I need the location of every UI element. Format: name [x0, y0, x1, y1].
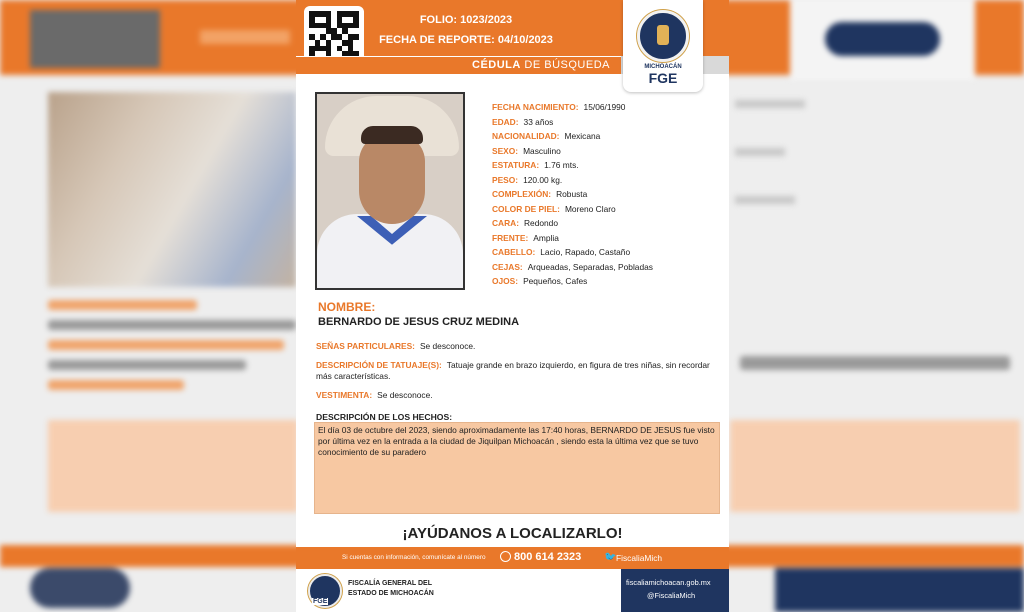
fact-label: PESO: [492, 174, 519, 185]
fge-logo-badge [623, 0, 703, 92]
clothing-label: VESTIMENTA: [316, 390, 373, 400]
fact-row [492, 117, 653, 132]
bg-title-blur [200, 30, 290, 44]
fact-label: COMPLEXIÓN: [492, 189, 552, 199]
fact-row [492, 102, 653, 117]
bg-bottom-logo-blur [30, 568, 130, 608]
fge-seal-icon [637, 10, 689, 62]
fact-label: ESTATURA: [492, 160, 540, 170]
distinguishing-marks [316, 341, 716, 351]
person-name: BERNARDO DE JESUS CRUZ MEDINA [318, 316, 520, 328]
fact-label: FRENTE: [492, 232, 529, 243]
fact-label: CEJAS: [492, 261, 523, 272]
badge-acronym: FGE [648, 70, 678, 86]
document-type [296, 59, 786, 71]
bg-bottom-right-blur [775, 568, 1024, 612]
document-type-bold: CÉDULA [472, 59, 521, 71]
distinguishing-marks-label: SEÑAS PARTICULARES: [316, 341, 415, 351]
fact-value: 15/06/1990 [583, 102, 626, 112]
bg-text-blur-right [735, 100, 815, 244]
fact-row [492, 160, 653, 175]
bg-photo-blur [48, 92, 296, 287]
fact-row [492, 247, 653, 262]
footer-website[interactable]: fiscaliamichoacan.gob.mx [626, 578, 711, 587]
fact-label: EDAD: [492, 116, 519, 127]
fact-row [492, 218, 653, 233]
fact-value: Moreno Claro [564, 203, 616, 214]
fact-value: Lacio, Rapado, Castaño [540, 247, 631, 257]
report-date-label: FECHA DE REPORTE: [379, 34, 495, 46]
bg-logo-inner-blur [825, 22, 940, 56]
clothing [316, 390, 716, 400]
name-label: NOMBRE: [318, 300, 376, 314]
footer-handle[interactable]: @FiscaliaMich [647, 591, 696, 600]
missing-person-card [296, 0, 729, 612]
fact-value: Mexicana [564, 131, 601, 141]
fact-value: 120.00 kg. [523, 174, 563, 185]
folio-value: 1023/2023 [460, 14, 513, 26]
fact-row [492, 175, 653, 190]
fact-value: Arqueadas, Separadas, Pobladas [527, 261, 653, 272]
fact-value: Robusta [556, 189, 588, 199]
fact-value: Redondo [523, 218, 558, 228]
report-date-line [296, 34, 636, 46]
fact-value: Masculino [523, 145, 561, 156]
fact-value: Amplia [533, 232, 559, 243]
person-photo [315, 92, 465, 290]
events-description: El día 03 de octubre del 2023, siendo aproximadamente las 17:40 horas, BERNARDO DE JESUS fue visto por última vez en la entrada a la ciudad de Jiquilpan Michoacán , siendo esta la última vez que se tuvo conocimiento de su paradero [314, 422, 720, 514]
events-label: DESCRIPCIÓN DE LOS HECHOS: [316, 412, 453, 422]
fact-row [492, 131, 653, 146]
distinguishing-marks-value: Se desconoce. [419, 341, 476, 351]
bg-peach-right [730, 420, 1020, 512]
fact-row [492, 146, 653, 161]
fact-label: SEXO: [492, 145, 519, 156]
clothing-value: Se desconoce. [377, 390, 433, 400]
phone-icon [500, 551, 511, 562]
footer-org-line2: ESTADO DE MICHOACÁN [348, 590, 434, 597]
tattoo-value: Tatuaje grande en brazo izquierdo, en figura de tres niñas, sin recordar más características. [316, 360, 710, 381]
folio-line [296, 14, 636, 26]
contact-prompt: Si cuentas con información, comunícate al número [342, 554, 486, 561]
fact-row [492, 262, 653, 277]
document-type-rest: DE BÚSQUEDA [520, 59, 610, 71]
tattoo-description [316, 360, 716, 382]
phone-number[interactable]: 800 614 2323 [514, 551, 582, 563]
fact-value: 33 años [523, 116, 554, 127]
bg-text-blur-line [740, 356, 1010, 370]
twitter-bird-icon: 🐦 [604, 552, 617, 563]
fact-label: COLOR DE PIEL: [492, 203, 560, 214]
physical-description [492, 102, 653, 291]
fact-value: 1.76 mts. [544, 160, 579, 170]
fact-row [492, 189, 653, 204]
bg-text-blur-left [48, 300, 296, 400]
fact-label: OJOS: [492, 276, 519, 286]
fact-label: CABELLO: [492, 247, 536, 257]
fact-row [492, 233, 653, 248]
folio-label: FOLIO: [419, 14, 458, 26]
bg-peach-left [48, 420, 298, 512]
footer-acronym: FGE [313, 598, 328, 605]
badge-state: MICHOACÁN [644, 64, 682, 70]
fact-label: FECHA NACIMIENTO: [492, 102, 579, 112]
fact-row [492, 276, 653, 291]
fact-row [492, 204, 653, 219]
bg-qr-blur [30, 10, 160, 68]
fact-label: NACIONALIDAD: [492, 131, 560, 141]
tattoo-label: DESCRIPCIÓN DE TATUAJE(S): [316, 360, 442, 370]
twitter-handle[interactable]: FiscaliaMich [616, 553, 663, 563]
help-headline: ¡AYÚDANOS A LOCALIZARLO! [402, 525, 623, 542]
report-date-value: 04/10/2023 [497, 34, 553, 46]
fact-label: CARA: [492, 218, 519, 228]
footer-org-line1: FISCALÍA GENERAL DEL [348, 580, 433, 587]
fact-value: Pequeños, Cafes [523, 276, 588, 286]
